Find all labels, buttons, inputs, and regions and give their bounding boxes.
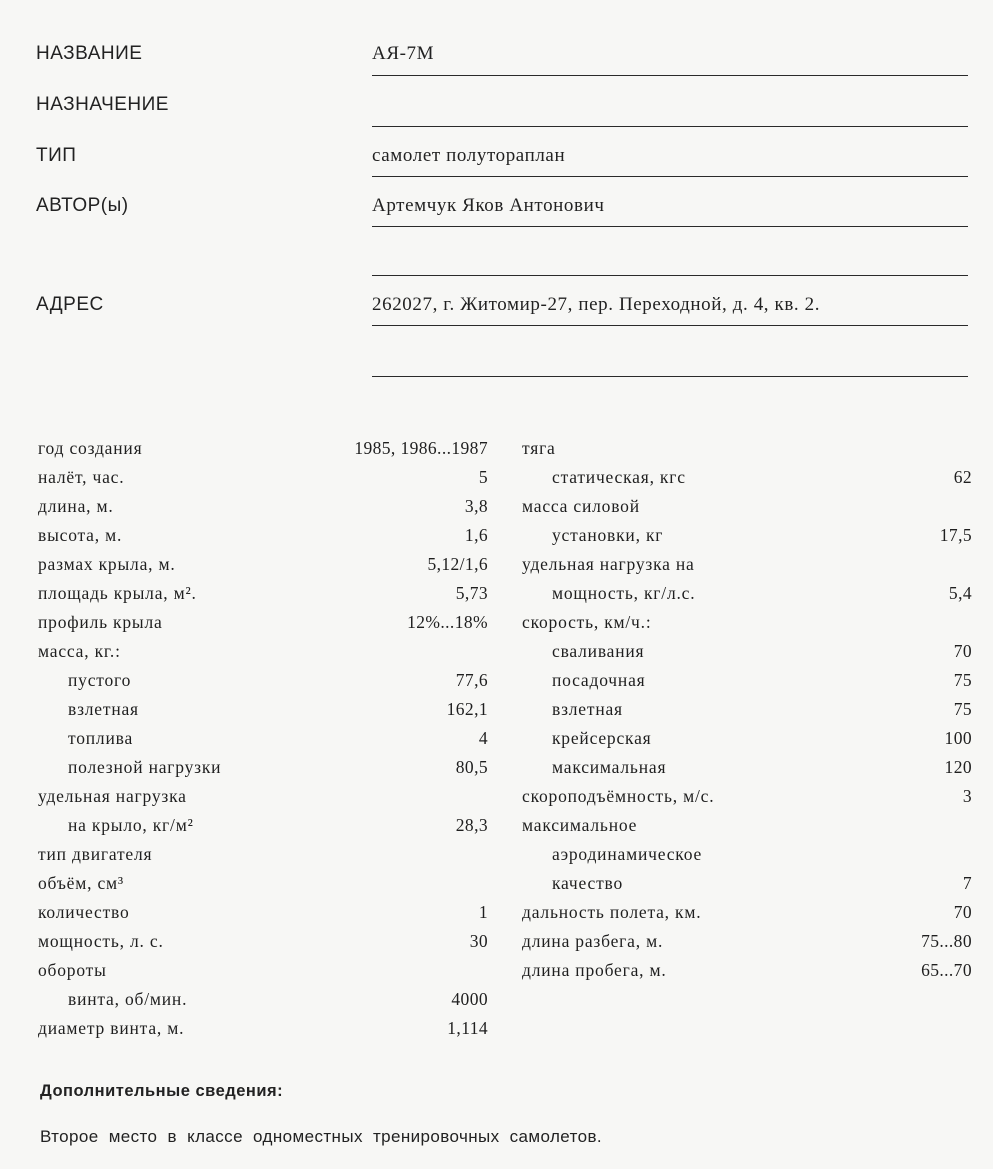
spec-label: площадь крыла, м². — [38, 583, 197, 603]
spec-value: 4 — [478, 728, 488, 748]
spec-row — [38, 492, 488, 521]
specs-right-column — [522, 434, 972, 985]
spec-label: сваливания — [552, 641, 645, 661]
spec-row — [38, 695, 488, 724]
spec-value: 3 — [962, 786, 972, 806]
spec-row — [38, 811, 488, 840]
spec-label: налёт, час. — [38, 467, 125, 487]
spec-row — [38, 927, 488, 956]
spec-row — [38, 724, 488, 753]
spec-label: качество — [552, 873, 624, 893]
spec-row — [38, 637, 488, 666]
spec-label: длина пробега, м. — [522, 960, 667, 980]
spec-value: 1 — [478, 902, 488, 922]
address-label: АДРЕС — [36, 294, 104, 315]
spec-row — [38, 521, 488, 550]
spec-value: 28,3 — [455, 815, 488, 835]
spec-value: 62 — [953, 467, 972, 487]
spec-row — [522, 608, 972, 637]
spec-label: скороподъёмность, м/с. — [522, 786, 715, 806]
spec-value: 70 — [953, 902, 972, 922]
spec-label: длина разбега, м. — [522, 931, 664, 951]
spec-label: на крыло, кг/м² — [68, 815, 194, 835]
spec-label: объём, см³ — [38, 873, 124, 893]
spec-row — [522, 956, 972, 985]
spec-label: количество — [38, 902, 130, 922]
spec-row — [522, 579, 972, 608]
spec-row — [522, 811, 972, 840]
spec-label: полезной нагрузки — [68, 757, 222, 777]
name-value: АЯ-7М — [372, 43, 435, 64]
spec-value: 70 — [953, 641, 972, 661]
spec-value: 75 — [953, 699, 972, 719]
spec-label: скорость, км/ч.: — [522, 612, 652, 632]
spec-value: 4000 — [451, 989, 488, 1009]
spec-label: винта, об/мин. — [68, 989, 188, 1009]
spec-row — [522, 869, 972, 898]
spec-value: 5,73 — [455, 583, 488, 603]
spec-label: крейсерская — [552, 728, 652, 748]
spec-label: взлетная — [68, 699, 139, 719]
extra-info-title: Дополнительные сведения: — [40, 1082, 284, 1100]
spec-row — [38, 753, 488, 782]
address-value: 262027, г. Житомир-27, пер. Переходной, д. 4, кв. 2. — [372, 294, 821, 315]
spec-value: 30 — [469, 931, 488, 951]
authors-value: Артемчук Яков Антонович — [372, 195, 605, 216]
spec-value: 120 — [944, 757, 972, 777]
spec-value: 75...80 — [921, 931, 972, 951]
authors-underline — [372, 226, 968, 227]
spec-value: 5 — [478, 467, 488, 487]
name-underline — [372, 75, 968, 76]
spec-label: удельная нагрузка на — [522, 554, 695, 574]
spec-label: тип двигателя — [38, 844, 153, 864]
authors-label: АВТОР(ы) — [36, 195, 129, 216]
spec-value: 77,6 — [455, 670, 488, 690]
name-label: НАЗВАНИЕ — [36, 43, 143, 64]
spec-label: мощность, л. с. — [38, 931, 164, 951]
spec-label: тяга — [522, 438, 556, 458]
address-underline-2 — [372, 376, 968, 377]
type-value: самолет полутораплан — [372, 145, 566, 166]
spec-label: масса, кг.: — [38, 641, 121, 661]
spec-row — [38, 1014, 488, 1043]
extra-info-text: Второе место в классе одноместных тренировочных самолетов. — [40, 1127, 602, 1146]
spec-label: посадочная — [552, 670, 646, 690]
spec-row — [38, 956, 488, 985]
spec-row — [522, 637, 972, 666]
spec-row — [38, 985, 488, 1014]
spec-label: длина, м. — [38, 496, 114, 516]
authors-underline-2 — [372, 275, 968, 276]
spec-row — [522, 753, 972, 782]
spec-label: статическая, кгс — [552, 467, 686, 487]
spec-row — [38, 869, 488, 898]
spec-row — [522, 695, 972, 724]
spec-row — [38, 434, 488, 463]
spec-value: 7 — [962, 873, 972, 893]
spec-value: 12%...18% — [407, 612, 488, 632]
spec-label: диаметр винта, м. — [38, 1018, 185, 1038]
spec-row — [522, 782, 972, 811]
spec-row — [522, 666, 972, 695]
spec-value: 1985, 1986...1987 — [354, 438, 488, 458]
purpose-label: НАЗНАЧЕНИЕ — [36, 94, 169, 115]
spec-value: 100 — [944, 728, 972, 748]
spec-row — [38, 463, 488, 492]
spec-row — [522, 898, 972, 927]
spec-row — [522, 840, 972, 869]
spec-row — [522, 492, 972, 521]
spec-value: 5,4 — [948, 583, 972, 603]
spec-row — [38, 608, 488, 637]
spec-label: топлива — [68, 728, 134, 748]
spec-value: 1,114 — [447, 1018, 488, 1038]
spec-label: высота, м. — [38, 525, 123, 545]
spec-row — [522, 521, 972, 550]
spec-row — [38, 898, 488, 927]
spec-row — [38, 782, 488, 811]
spec-label: аэродинамическое — [552, 844, 703, 864]
spec-value: 75 — [953, 670, 972, 690]
specs-left-column — [38, 434, 488, 1043]
spec-row — [522, 463, 972, 492]
spec-row — [522, 724, 972, 753]
spec-value: 17,5 — [939, 525, 972, 545]
spec-value: 5,12/1,6 — [427, 554, 488, 574]
spec-value: 162,1 — [446, 699, 488, 719]
spec-label: пустого — [68, 670, 132, 690]
spec-label: мощность, кг/л.с. — [552, 583, 696, 603]
spec-label: удельная нагрузка — [38, 786, 187, 806]
spec-row — [522, 434, 972, 463]
spec-row — [522, 550, 972, 579]
spec-row — [38, 666, 488, 695]
spec-row — [522, 927, 972, 956]
spec-row — [38, 550, 488, 579]
spec-label: взлетная — [552, 699, 623, 719]
type-underline — [372, 176, 968, 177]
spec-label: дальность полета, км. — [522, 902, 702, 922]
address-underline — [372, 325, 968, 326]
type-label: ТИП — [36, 145, 77, 166]
spec-row — [38, 579, 488, 608]
spec-label: размах крыла, м. — [38, 554, 176, 574]
spec-value: 65...70 — [921, 960, 972, 980]
spec-label: год создания — [38, 438, 143, 458]
spec-label: обороты — [38, 960, 107, 980]
spec-label: профиль крыла — [38, 612, 163, 632]
spec-row — [38, 840, 488, 869]
spec-label: максимальная — [552, 757, 667, 777]
spec-value: 3,8 — [464, 496, 488, 516]
spec-label: максимальное — [522, 815, 638, 835]
purpose-underline — [372, 126, 968, 127]
spec-label: установки, кг — [552, 525, 664, 545]
spec-value: 80,5 — [455, 757, 488, 777]
spec-label: масса силовой — [522, 496, 640, 516]
spec-value: 1,6 — [464, 525, 488, 545]
